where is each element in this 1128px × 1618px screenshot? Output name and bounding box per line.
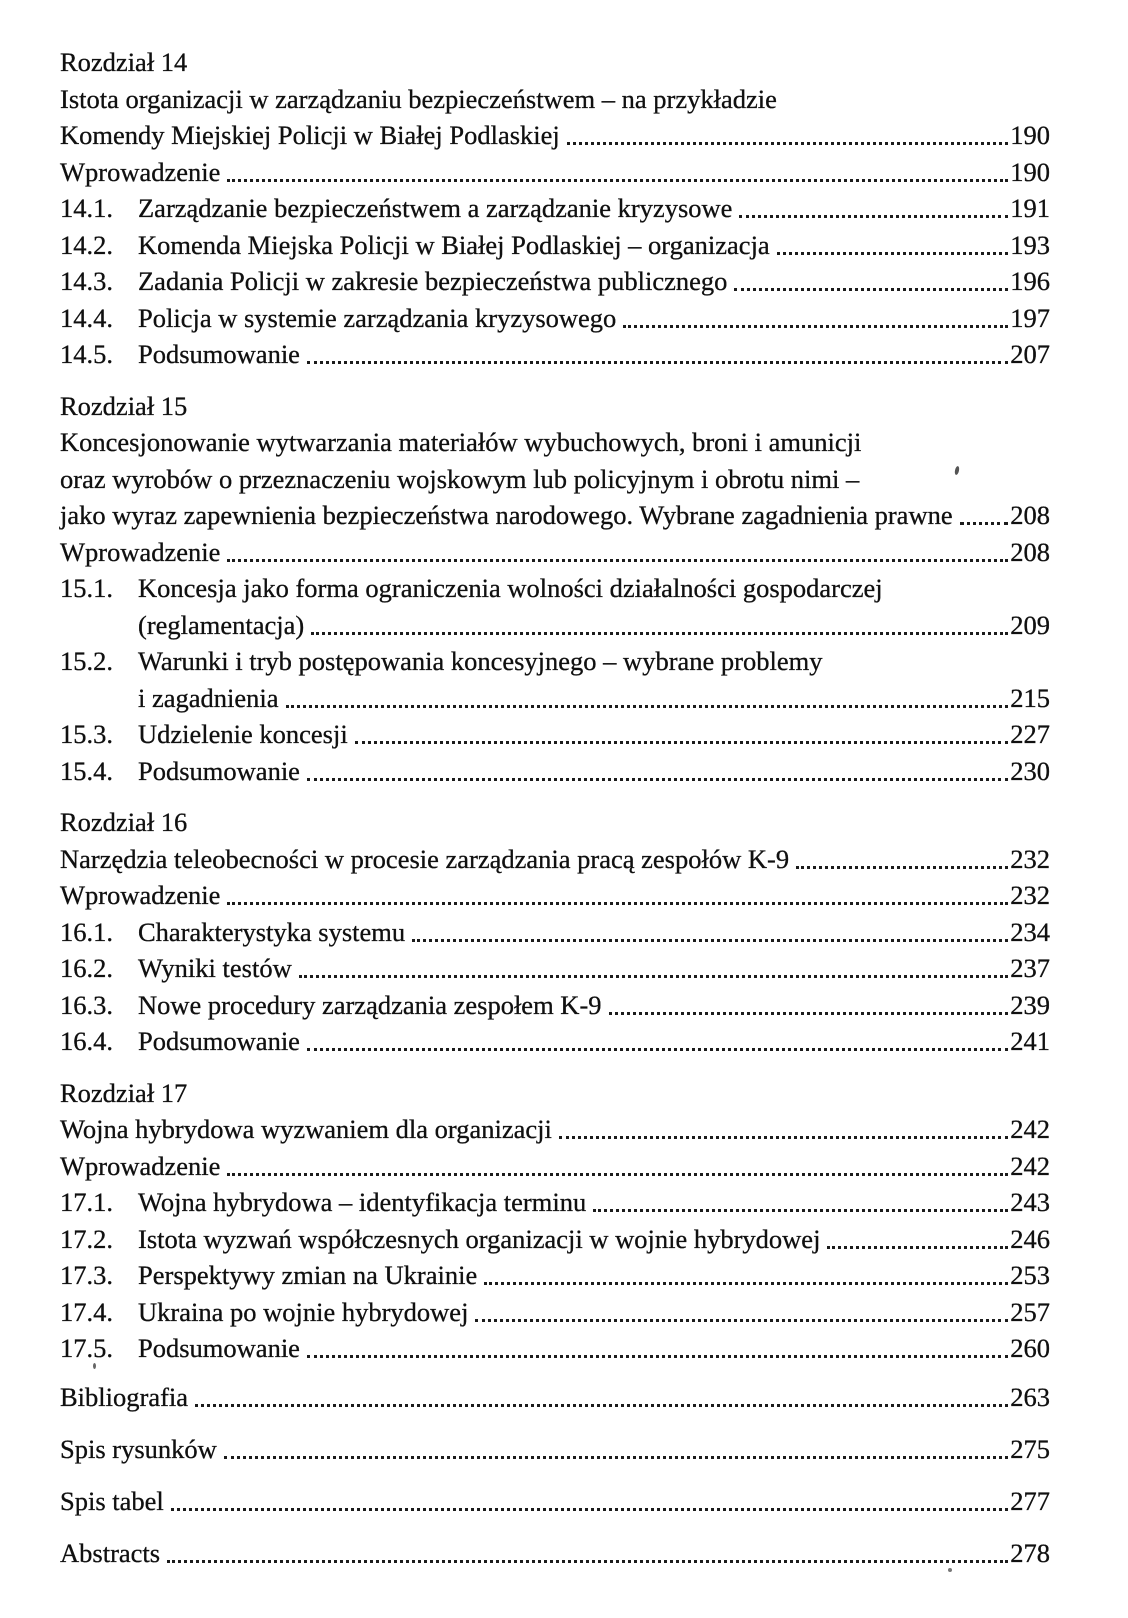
toc-entry-number: 14.4. (60, 302, 113, 333)
toc-row (60, 1023, 1050, 1060)
toc-page-number: 232 (1010, 843, 1050, 874)
toc-entry-number: 14.5. (60, 339, 113, 369)
toc-entry-number: 15.4. (60, 755, 113, 786)
toc-entry-title: Nowe procedury zarządzania zespołem K-9 (138, 989, 602, 1020)
toc-entry-title: Udzielenie koncesji (138, 719, 348, 749)
toc-entry-title: Wprowadzenie (60, 536, 221, 567)
dotted-leader (739, 215, 1008, 218)
toc-row (60, 1184, 1050, 1221)
toc-page-number: 215 (1010, 682, 1050, 713)
toc-entry-title: Ukraina po wojnie hybrydowej (138, 1296, 469, 1327)
toc-entry-title: Istota organizacji w zarządzaniu bezpieczeństwem – na przykładzie (60, 83, 777, 114)
toc-entry-title: Narzędzia teleobecności w procesie zarządzania pracą zespołów K-9 (60, 843, 790, 874)
dotted-leader (484, 1282, 1008, 1285)
chapter-label: Rozdział 14 (60, 47, 188, 77)
toc-entry-title: Wprowadzenie (60, 156, 221, 187)
dotted-leader (567, 142, 1008, 145)
toc-page-number: 242 (1010, 1150, 1050, 1181)
toc-entry-title: jako wyraz zapewnienia bezpieczeństwa narodowego. Wybrane zagadnienia prawne (60, 500, 953, 530)
toc-row (60, 461, 1050, 498)
toc-section (60, 388, 1050, 790)
dotted-leader (559, 1136, 1008, 1139)
toc-entry-title: Bibliografia (60, 1381, 189, 1412)
toc-row (60, 643, 1050, 680)
toc-row (60, 424, 1050, 461)
dotted-leader (299, 975, 1009, 978)
dotted-leader (609, 1012, 1009, 1015)
toc-entry-title: Podsumowanie (138, 1333, 300, 1363)
toc-row (60, 1330, 1050, 1367)
toc-row (60, 607, 1050, 644)
toc-row (60, 388, 1050, 425)
toc-page-number: 278 (1010, 1537, 1050, 1568)
dotted-leader (167, 1560, 1008, 1563)
toc-row (60, 117, 1050, 154)
dotted-leader (227, 179, 1008, 182)
dotted-leader (195, 1404, 1008, 1407)
toc-entry-number: 14.3. (60, 266, 113, 296)
toc-page-number: 239 (1010, 989, 1050, 1020)
toc-entry-title: Podsumowanie (138, 339, 300, 369)
toc-section (60, 44, 1050, 373)
toc-page-number: 197 (1010, 302, 1050, 333)
toc-row (60, 877, 1050, 914)
toc-page-number: 227 (1010, 719, 1050, 749)
dotted-leader (623, 325, 1008, 328)
toc-row (60, 1294, 1050, 1331)
toc-entry-title: Podsumowanie (138, 755, 300, 786)
toc-row (60, 753, 1050, 790)
toc-row (60, 1379, 1050, 1416)
toc-page-number: 277 (1010, 1485, 1050, 1516)
toc-entry-number: 15.2. (60, 646, 113, 676)
toc-entry-title: Wprowadzenie (60, 880, 221, 910)
scan-speck (93, 1363, 96, 1369)
toc-entry-number: 14.1. (60, 193, 113, 223)
toc-entry-number: 16.1. (60, 916, 113, 947)
toc-page-number: 246 (1010, 1223, 1050, 1254)
toc-entry-title: Wojna hybrydowa wyzwaniem dla organizacji (60, 1114, 552, 1144)
toc-backmatter (60, 1379, 1050, 1572)
toc-root (60, 44, 1050, 1571)
toc-row (60, 1483, 1050, 1520)
toc-row (60, 1257, 1050, 1294)
toc-page-number: 232 (1010, 880, 1050, 910)
toc-row (60, 497, 1050, 534)
toc-entry-title: Abstracts (60, 1537, 161, 1568)
toc-entry-title: Istota wyzwań współczesnych organizacji w wojnie hybrydowej (138, 1223, 821, 1254)
dotted-leader (777, 252, 1009, 255)
toc-row (60, 680, 1050, 717)
toc-entry-title: Komendy Miejskiej Policji w Białej Podlaskiej (60, 120, 560, 150)
toc-entry-title: Podsumowanie (138, 1026, 300, 1056)
toc-entry-number: 16.2. (60, 953, 113, 983)
toc-row (60, 804, 1050, 841)
toc-page-number: 191 (1010, 193, 1050, 223)
dotted-leader (593, 1209, 1008, 1212)
chapter-label: Rozdział 15 (60, 390, 188, 421)
dotted-leader (171, 1508, 1008, 1511)
toc-row (60, 1431, 1050, 1468)
toc-page-number: 193 (1010, 229, 1050, 260)
dotted-leader (827, 1246, 1008, 1249)
toc-entry-title: Koncesja jako forma ograniczenia wolności działalności gospodarczej (138, 573, 883, 603)
toc-entry-title: (reglamentacja) (138, 609, 305, 640)
toc-entry-number: 16.4. (60, 1026, 113, 1056)
toc-page-number: 234 (1010, 916, 1050, 947)
toc-page-number: 263 (1010, 1381, 1050, 1412)
toc-page-number: 243 (1010, 1187, 1050, 1217)
dotted-leader (286, 705, 1009, 708)
toc-entry-title: i zagadnienia (138, 682, 279, 713)
dotted-leader (224, 1456, 1008, 1459)
toc-page-number: 209 (1010, 609, 1050, 640)
toc-page-number: 242 (1010, 1114, 1050, 1144)
toc-page-number: 207 (1010, 339, 1050, 369)
toc-row (60, 1221, 1050, 1258)
toc-row (60, 154, 1050, 191)
dotted-leader (734, 288, 1008, 291)
toc-entry-title: Komenda Miejska Policji w Białej Podlaskiej – organizacja (138, 229, 770, 260)
toc-entry-title: Perspektywy zmian na Ukrainie (138, 1260, 478, 1290)
toc-entry-number: 17.2. (60, 1223, 113, 1254)
toc-page-number: 196 (1010, 266, 1050, 296)
toc-entry-title: Charakterystyka systemu (138, 916, 406, 947)
dotted-leader (475, 1319, 1008, 1322)
dotted-leader (227, 902, 1008, 905)
dotted-leader (311, 632, 1008, 635)
toc-entry-number: 16.3. (60, 989, 113, 1020)
toc-row (60, 1535, 1050, 1572)
toc-row (60, 1075, 1050, 1112)
toc-row (60, 987, 1050, 1024)
toc-section (60, 804, 1050, 1060)
toc-row (60, 44, 1050, 81)
toc-page-number: 257 (1010, 1296, 1050, 1327)
toc-entry-title: Wyniki testów (138, 953, 292, 983)
dotted-leader (307, 361, 1008, 364)
toc-page-number: 237 (1010, 953, 1050, 983)
toc-entry-title: oraz wyrobów o przeznaczeniu wojskowym lub policyjnym i obrotu nimi – (60, 463, 860, 494)
toc-row (60, 263, 1050, 300)
toc-entry-number: 15.1. (60, 573, 113, 603)
toc-row (60, 190, 1050, 227)
toc-page-number: 260 (1010, 1333, 1050, 1363)
toc-row (60, 534, 1050, 571)
toc-row (60, 1148, 1050, 1185)
toc-entry-title: Spis rysunków (60, 1433, 217, 1464)
dotted-leader (227, 559, 1008, 562)
toc-row (60, 914, 1050, 951)
toc-entry-number: 17.4. (60, 1296, 113, 1327)
toc-page-number: 208 (1010, 500, 1050, 530)
toc-page-number: 190 (1010, 120, 1050, 150)
toc-page-number: 275 (1010, 1433, 1050, 1464)
toc-entry-title: Koncesjonowanie wytwarzania materiałów wybuchowych, broni i amunicji (60, 427, 862, 457)
toc-section (60, 1075, 1050, 1367)
toc-row (60, 716, 1050, 753)
chapter-label: Rozdział 17 (60, 1077, 188, 1108)
dotted-leader (307, 778, 1008, 781)
toc-entry-title: Wprowadzenie (60, 1150, 221, 1181)
scan-speck (948, 1568, 952, 1572)
toc-page-number: 241 (1010, 1026, 1050, 1056)
chapter-label: Rozdział 16 (60, 807, 188, 837)
toc-row (60, 1111, 1050, 1148)
toc-entry-title: Wojna hybrydowa – identyfikacja terminu (138, 1187, 587, 1217)
dotted-leader (355, 741, 1009, 744)
toc-entry-number: 17.1. (60, 1187, 113, 1217)
toc-row (60, 950, 1050, 987)
dotted-leader (307, 1355, 1008, 1358)
toc-entry-title: Spis tabel (60, 1485, 164, 1516)
toc-page-number: 208 (1010, 536, 1050, 567)
toc-row (60, 841, 1050, 878)
toc-entry-title: Zadania Policji w zakresie bezpieczeństwa publicznego (138, 266, 728, 296)
toc-page-number: 230 (1010, 755, 1050, 786)
toc-row (60, 81, 1050, 118)
dotted-leader (227, 1173, 1008, 1176)
dotted-leader (796, 866, 1008, 869)
toc-entry-number: 17.5. (60, 1333, 113, 1363)
toc-entry-number: 14.2. (60, 229, 113, 260)
toc-row (60, 227, 1050, 264)
toc-entry-title: Warunki i tryb postępowania koncesyjnego – wybrane problemy (138, 646, 823, 676)
dotted-leader (307, 1048, 1008, 1051)
toc-entry-title: Zarządzanie bezpieczeństwem a zarządzanie kryzysowe (138, 193, 733, 223)
dotted-leader (960, 522, 1009, 525)
toc-entry-title: Policja w systemie zarządzania kryzysowego (138, 302, 617, 333)
toc-row (60, 300, 1050, 337)
toc-row (60, 570, 1050, 607)
toc-entry-number: 15.3. (60, 719, 113, 749)
toc-row (60, 336, 1050, 373)
toc-page-number: 253 (1010, 1260, 1050, 1290)
toc-page-number: 190 (1010, 156, 1050, 187)
dotted-leader (412, 939, 1008, 942)
toc-entry-number: 17.3. (60, 1260, 113, 1290)
